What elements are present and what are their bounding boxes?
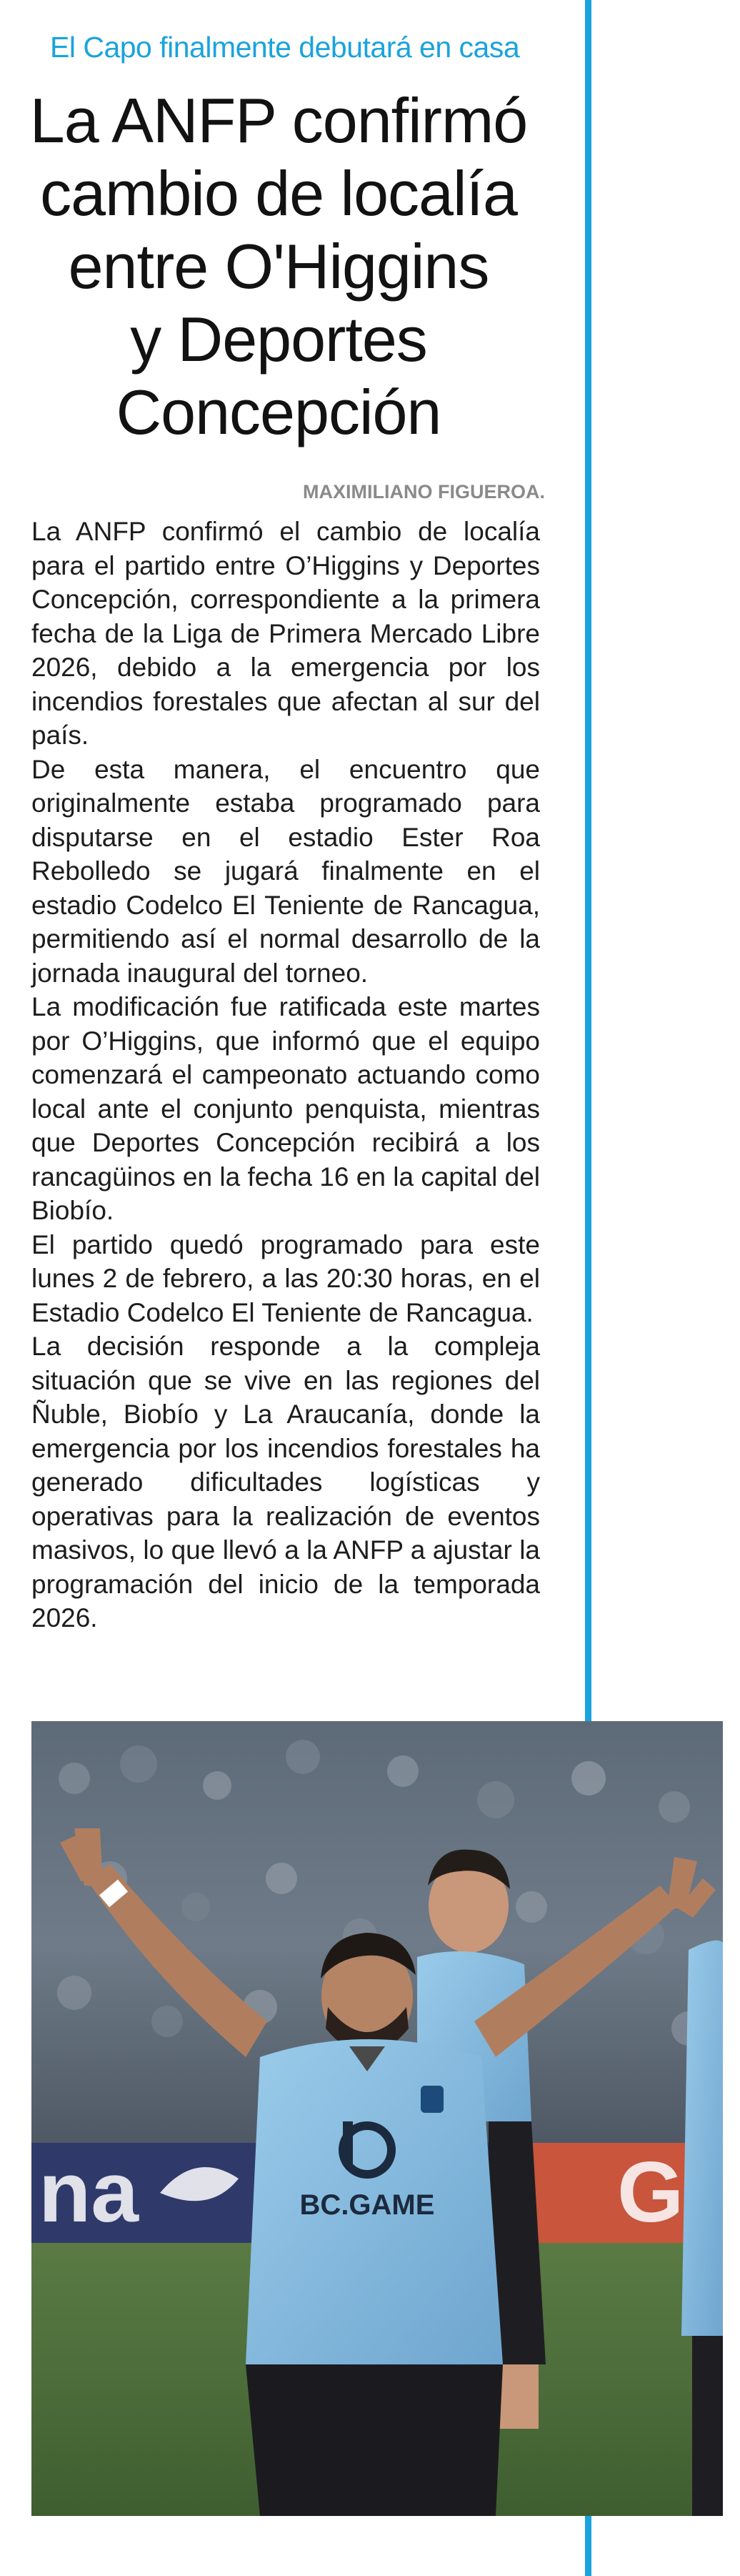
crest-icon xyxy=(421,2086,444,2113)
paragraph: El partido quedó programado para este lunes 2 de febrero, a las 20:30 horas, en el Estadio Codelco El Teniente de Rancagua. xyxy=(31,1229,540,1327)
headline-line: cambio de localía xyxy=(40,158,517,229)
headline-line: y Deportes xyxy=(130,304,427,375)
headline-line: entre O'Higgins xyxy=(68,231,489,302)
article-photo xyxy=(31,1721,723,2516)
headline-line: La ANFP confirmó xyxy=(29,85,528,156)
paragraph: La ANFP confirmó el cambio de localía para el partido entre O’Higgins y Deportes Concepción, correspondiente a la primera fecha de la Liga de Primera Mercado Libre 2026, debido a la emergencia por los incendios forestales que afectan al sur del país. xyxy=(31,517,540,750)
ad-board-text: na xyxy=(39,2144,139,2240)
article-body xyxy=(31,515,540,1635)
paragraph: De esta manera, el encuentro que originalmente estaba programado para disputarse en el estadio Ester Roa Rebolledo se jugará finalmente en el estadio Codelco El Teniente de Rancagua, permitiendo así el normal desarrollo de la jornada inaugural del torneo. xyxy=(31,754,540,988)
headline xyxy=(29,84,529,449)
paragraph: La decisión responde a la compleja situación que se vive en las regiones del Ñuble, Biobío y La Araucanía, donde la emergencia por los incendios forestales ha generado dificultades logísticas y operativas para la realización de eventos masivos, lo que llevó a la ANFP a ajustar la programación del inicio de la temporada 2026. xyxy=(31,1332,540,1633)
paragraph: La modificación fue ratificada este martes por O’Higgins, que informó que el equipo comenzará el campeonato actuando como local ante el conjunto penquista, mientras que Deportes Concepción recibirá a los rancagüinos en la fecha 16 en la capital del Biobío. xyxy=(31,992,540,1225)
kicker: El Capo finalmente debutará en casa xyxy=(50,31,520,64)
ad-board-text: G xyxy=(617,2144,684,2240)
jersey-sponsor: BC.GAME xyxy=(299,2189,435,2221)
headline-line: Concepción xyxy=(116,377,441,447)
byline: MAXIMILIANO FIGUEROA. xyxy=(303,481,545,502)
